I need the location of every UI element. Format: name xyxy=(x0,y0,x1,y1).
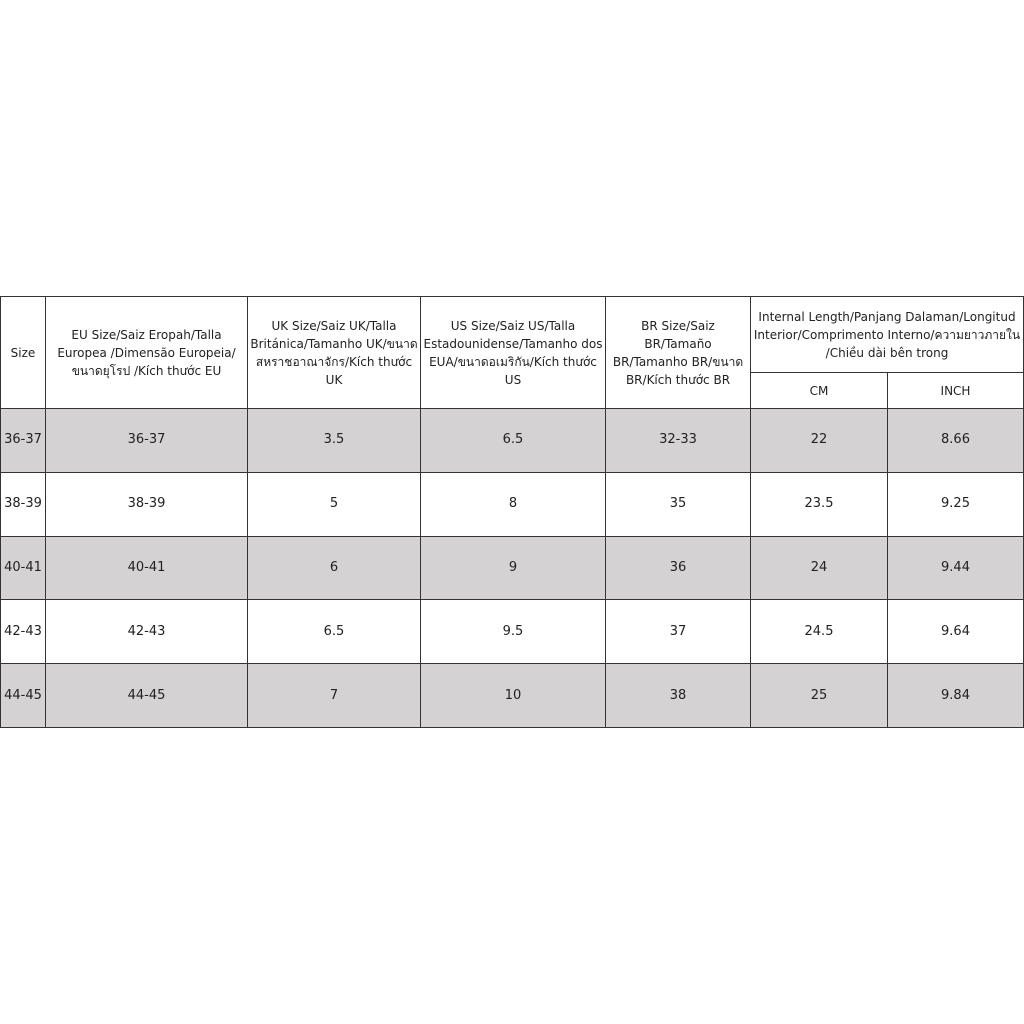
cell-eu: 40-41 xyxy=(46,536,248,600)
cell-cm: 24 xyxy=(751,536,888,600)
cell-eu: 44-45 xyxy=(46,664,248,728)
cell-size: 42-43 xyxy=(1,600,46,664)
header-uk-size: UK Size/Saiz UK/Talla Británica/Tamanho UK/ขนาดสหราชอาณาจักร/Kích thước UK xyxy=(248,297,421,409)
cell-cm: 23.5 xyxy=(751,472,888,536)
cell-eu: 36-37 xyxy=(46,409,248,473)
cell-us: 10 xyxy=(421,664,606,728)
table-row xyxy=(1,472,1024,536)
size-chart xyxy=(0,296,1024,728)
cell-uk: 6.5 xyxy=(248,600,421,664)
cell-br: 32-33 xyxy=(606,409,751,473)
header-br-size: BR Size/Saiz BR/Tamaño BR/Tamanho BR/ขนาด BR/Kích thước BR xyxy=(606,297,751,409)
header-internal-length: Internal Length/Panjang Dalaman/Longitud Interior/Comprimento Interno/ความยาวภายใน /Chiều dài bên trong xyxy=(751,297,1024,373)
cell-inch: 9.64 xyxy=(888,600,1024,664)
cell-uk: 3.5 xyxy=(248,409,421,473)
cell-inch: 8.66 xyxy=(888,409,1024,473)
header-cm: CM xyxy=(751,373,888,409)
cell-cm: 22 xyxy=(751,409,888,473)
cell-us: 6.5 xyxy=(421,409,606,473)
cell-br: 38 xyxy=(606,664,751,728)
cell-inch: 9.84 xyxy=(888,664,1024,728)
cell-eu: 38-39 xyxy=(46,472,248,536)
cell-size: 40-41 xyxy=(1,536,46,600)
header-inch: INCH xyxy=(888,373,1024,409)
table-row xyxy=(1,600,1024,664)
cell-uk: 6 xyxy=(248,536,421,600)
table-row xyxy=(1,409,1024,473)
cell-uk: 5 xyxy=(248,472,421,536)
cell-us: 8 xyxy=(421,472,606,536)
cell-cm: 25 xyxy=(751,664,888,728)
table-row xyxy=(1,536,1024,600)
cell-size: 38-39 xyxy=(1,472,46,536)
cell-us: 9.5 xyxy=(421,600,606,664)
cell-inch: 9.44 xyxy=(888,536,1024,600)
header-eu-size: EU Size/Saiz Eropah/Talla Europea /Dimensão Europeia/ขนาดยุโรป /Kích thước EU xyxy=(46,297,248,409)
cell-br: 35 xyxy=(606,472,751,536)
cell-us: 9 xyxy=(421,536,606,600)
cell-br: 36 xyxy=(606,536,751,600)
cell-size: 44-45 xyxy=(1,664,46,728)
header-us-size: US Size/Saiz US/Talla Estadounidense/Tamanho dos EUA/ขนาดอเมริกัน/Kích thước US xyxy=(421,297,606,409)
cell-size: 36-37 xyxy=(1,409,46,473)
header-size: Size xyxy=(1,297,46,409)
cell-inch: 9.25 xyxy=(888,472,1024,536)
size-table xyxy=(0,296,1024,728)
cell-uk: 7 xyxy=(248,664,421,728)
cell-eu: 42-43 xyxy=(46,600,248,664)
cell-br: 37 xyxy=(606,600,751,664)
table-row xyxy=(1,664,1024,728)
cell-cm: 24.5 xyxy=(751,600,888,664)
